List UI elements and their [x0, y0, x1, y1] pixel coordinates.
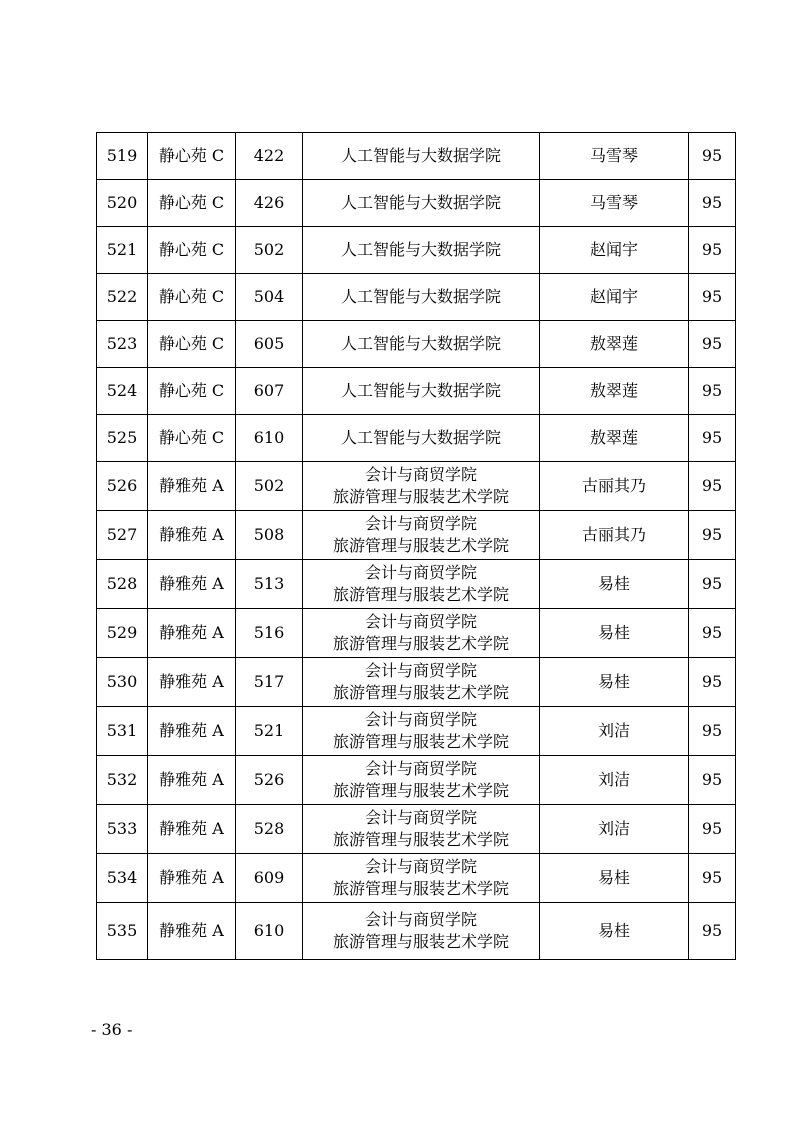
college-name: 旅游管理与服装艺术学院	[332, 732, 509, 751]
person-name-cell: 易桂	[540, 658, 689, 707]
person-name-cell: 敖翠莲	[540, 321, 689, 368]
room-cell: 516	[236, 609, 303, 658]
building-cell: 静心苑 C	[148, 133, 236, 180]
row-number-cell: 524	[97, 368, 148, 415]
college-cell	[303, 274, 540, 321]
table-row	[97, 180, 736, 227]
college-cell	[303, 415, 540, 462]
college-cell	[303, 133, 540, 180]
person-name-cell: 易桂	[540, 560, 689, 609]
college-name: 人工智能与大数据学院	[340, 381, 501, 400]
building-cell: 静雅苑 A	[148, 462, 236, 511]
college-cell	[303, 658, 540, 707]
person-name-cell: 马雪琴	[540, 180, 689, 227]
row-number-cell: 523	[97, 321, 148, 368]
college-cell	[303, 903, 540, 960]
person-name-cell: 刘洁	[540, 756, 689, 805]
building-cell: 静雅苑 A	[148, 658, 236, 707]
college-name: 会计与商贸学院	[364, 465, 477, 484]
room-cell: 502	[236, 462, 303, 511]
score-cell: 95	[689, 854, 736, 903]
room-cell: 528	[236, 805, 303, 854]
score-cell: 95	[689, 462, 736, 511]
row-number-cell: 532	[97, 756, 148, 805]
score-cell: 95	[689, 609, 736, 658]
college-cell	[303, 707, 540, 756]
table-row	[97, 707, 736, 756]
college-name: 会计与商贸学院	[364, 710, 477, 729]
table-row	[97, 903, 736, 960]
college-name: 人工智能与大数据学院	[340, 428, 501, 447]
row-number-cell: 527	[97, 511, 148, 560]
room-cell: 610	[236, 415, 303, 462]
college-cell	[303, 180, 540, 227]
person-name-cell: 敖翠莲	[540, 368, 689, 415]
college-name: 会计与商贸学院	[364, 910, 477, 929]
table-row	[97, 133, 736, 180]
row-number-cell: 520	[97, 180, 148, 227]
college-cell	[303, 227, 540, 274]
score-cell: 95	[689, 415, 736, 462]
table-row	[97, 415, 736, 462]
college-cell	[303, 462, 540, 511]
college-cell	[303, 511, 540, 560]
building-cell: 静雅苑 A	[148, 560, 236, 609]
room-cell: 504	[236, 274, 303, 321]
score-cell: 95	[689, 321, 736, 368]
college-cell	[303, 805, 540, 854]
person-name-cell: 易桂	[540, 903, 689, 960]
table-row	[97, 560, 736, 609]
score-cell: 95	[689, 274, 736, 321]
room-cell: 422	[236, 133, 303, 180]
row-number-cell: 531	[97, 707, 148, 756]
college-name: 会计与商贸学院	[364, 759, 477, 778]
college-name: 旅游管理与服装艺术学院	[332, 634, 509, 653]
college-name: 旅游管理与服装艺术学院	[332, 830, 509, 849]
college-name: 人工智能与大数据学院	[340, 146, 501, 165]
row-number-cell: 528	[97, 560, 148, 609]
row-number-cell: 526	[97, 462, 148, 511]
college-name: 旅游管理与服装艺术学院	[332, 536, 509, 555]
row-number-cell: 525	[97, 415, 148, 462]
college-name: 人工智能与大数据学院	[340, 193, 501, 212]
row-number-cell: 521	[97, 227, 148, 274]
room-cell: 426	[236, 180, 303, 227]
college-name: 会计与商贸学院	[364, 661, 477, 680]
table-row	[97, 462, 736, 511]
college-name: 人工智能与大数据学院	[340, 334, 501, 353]
college-name: 旅游管理与服装艺术学院	[332, 585, 509, 604]
table-row	[97, 274, 736, 321]
person-name-cell: 古丽其乃	[540, 511, 689, 560]
college-name: 旅游管理与服装艺术学院	[332, 683, 509, 702]
score-cell: 95	[689, 368, 736, 415]
college-cell	[303, 756, 540, 805]
score-cell: 95	[689, 756, 736, 805]
room-cell: 513	[236, 560, 303, 609]
score-cell: 95	[689, 560, 736, 609]
room-cell: 610	[236, 903, 303, 960]
college-name: 旅游管理与服装艺术学院	[332, 932, 509, 951]
room-cell: 526	[236, 756, 303, 805]
score-cell: 95	[689, 903, 736, 960]
table-body	[97, 133, 736, 960]
table-row	[97, 658, 736, 707]
building-cell: 静雅苑 A	[148, 903, 236, 960]
college-name: 会计与商贸学院	[364, 563, 477, 582]
table-row	[97, 756, 736, 805]
page-number: - 36 -	[91, 1020, 133, 1039]
table-row	[97, 609, 736, 658]
score-cell: 95	[689, 227, 736, 274]
person-name-cell: 马雪琴	[540, 133, 689, 180]
room-cell: 609	[236, 854, 303, 903]
person-name-cell: 敖翠莲	[540, 415, 689, 462]
row-number-cell: 529	[97, 609, 148, 658]
room-cell: 508	[236, 511, 303, 560]
building-cell: 静雅苑 A	[148, 707, 236, 756]
table-row	[97, 321, 736, 368]
college-name: 会计与商贸学院	[364, 514, 477, 533]
building-cell: 静心苑 C	[148, 227, 236, 274]
row-number-cell: 533	[97, 805, 148, 854]
room-cell: 521	[236, 707, 303, 756]
score-cell: 95	[689, 511, 736, 560]
building-cell: 静雅苑 A	[148, 854, 236, 903]
building-cell: 静心苑 C	[148, 180, 236, 227]
person-name-cell: 易桂	[540, 854, 689, 903]
room-cell: 517	[236, 658, 303, 707]
dormitory-score-table	[96, 132, 736, 960]
college-name: 会计与商贸学院	[364, 612, 477, 631]
person-name-cell: 古丽其乃	[540, 462, 689, 511]
row-number-cell: 522	[97, 274, 148, 321]
building-cell: 静雅苑 A	[148, 756, 236, 805]
room-cell: 605	[236, 321, 303, 368]
building-cell: 静心苑 C	[148, 368, 236, 415]
college-name: 人工智能与大数据学院	[340, 287, 501, 306]
room-cell: 607	[236, 368, 303, 415]
college-cell	[303, 321, 540, 368]
person-name-cell: 赵闻宇	[540, 227, 689, 274]
row-number-cell: 535	[97, 903, 148, 960]
score-cell: 95	[689, 133, 736, 180]
college-name: 会计与商贸学院	[364, 857, 477, 876]
table-row	[97, 805, 736, 854]
person-name-cell: 刘洁	[540, 707, 689, 756]
college-name: 会计与商贸学院	[364, 808, 477, 827]
building-cell: 静心苑 C	[148, 321, 236, 368]
building-cell: 静雅苑 A	[148, 609, 236, 658]
table-row	[97, 511, 736, 560]
score-cell: 95	[689, 707, 736, 756]
college-name: 旅游管理与服装艺术学院	[332, 487, 509, 506]
table-row	[97, 227, 736, 274]
building-cell: 静雅苑 A	[148, 805, 236, 854]
score-cell: 95	[689, 805, 736, 854]
table-row	[97, 854, 736, 903]
person-name-cell: 赵闻宇	[540, 274, 689, 321]
score-cell: 95	[689, 180, 736, 227]
building-cell: 静雅苑 A	[148, 511, 236, 560]
row-number-cell: 519	[97, 133, 148, 180]
college-name: 人工智能与大数据学院	[340, 240, 501, 259]
building-cell: 静心苑 C	[148, 415, 236, 462]
room-cell: 502	[236, 227, 303, 274]
row-number-cell: 530	[97, 658, 148, 707]
college-name: 旅游管理与服装艺术学院	[332, 781, 509, 800]
person-name-cell: 刘洁	[540, 805, 689, 854]
college-name: 旅游管理与服装艺术学院	[332, 879, 509, 898]
building-cell: 静心苑 C	[148, 274, 236, 321]
row-number-cell: 534	[97, 854, 148, 903]
college-cell	[303, 368, 540, 415]
college-cell	[303, 560, 540, 609]
college-cell	[303, 609, 540, 658]
college-cell	[303, 854, 540, 903]
person-name-cell: 易桂	[540, 609, 689, 658]
table-row	[97, 368, 736, 415]
score-cell: 95	[689, 658, 736, 707]
